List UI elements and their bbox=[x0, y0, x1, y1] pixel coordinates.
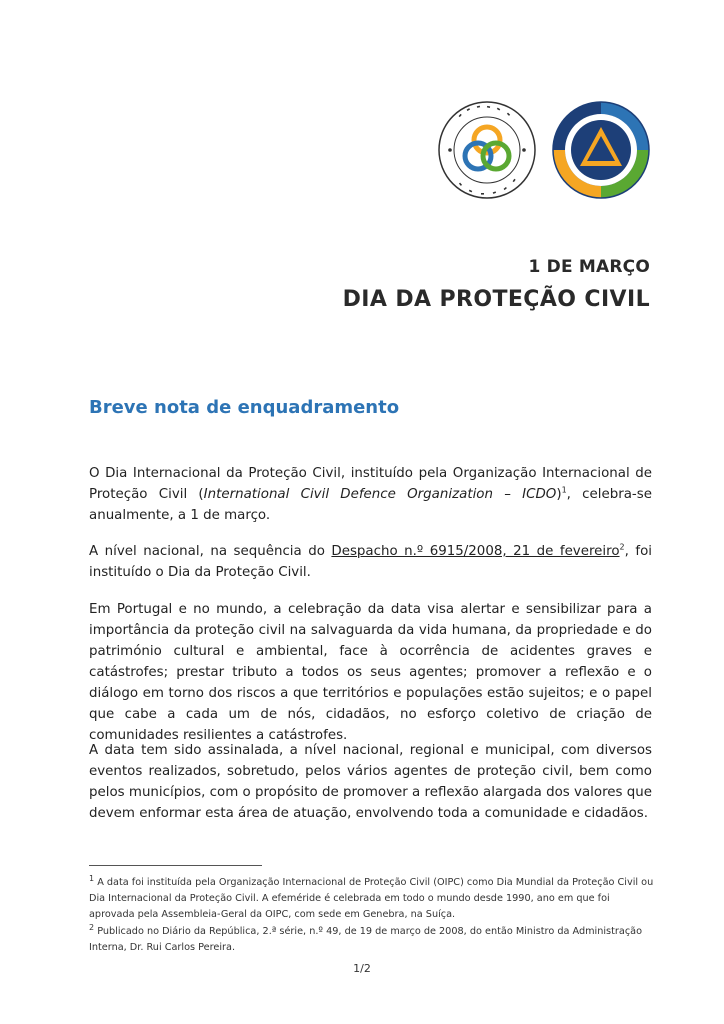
protecao-civil-portugal-logo bbox=[551, 100, 651, 200]
footnote-text: A data foi instituída pela Organização Internacional de Proteção Civil (OIPC) como Dia Mundial da Proteção Civil ou Dia Internacional da Proteção Civil. A efeméride é celebrada em todo o mundo desde 1990, ano em que foi aprovada pela Assembleia-Geral da OIPC, com sede em Genebra, na Suíça. bbox=[89, 877, 654, 920]
event-date: 1 DE MARÇO bbox=[528, 257, 650, 277]
footnote-number: 2 bbox=[89, 922, 95, 932]
paragraph-intro bbox=[89, 463, 652, 526]
paragraph-celebration: A data tem sido assinalada, a nível nacional, regional e municipal, com diversos eventos realizados, sobretudo, pelos vários agentes de proteção civil, bem como pelos municípios, com o propósito de promover a reflexão alargada dos valores que devem enformar esta área de atuação, envolvendo toda a comunidade e cidadãos. bbox=[89, 743, 652, 821]
footnote-number: 1 bbox=[89, 873, 95, 883]
paragraph-purpose: Em Portugal e no mundo, a celebração da data visa alertar e sensibilizar para a importância da proteção civil na salvaguarda da vida humana, da propriedade e do património cultural e ambiental, face à ocorrência de acidentes graves e catástrofes; prestar tributo a todos os seus agentes; promover a reflexão e o diálogo em torno dos riscos a que territórios e populações estão sujeitos; e o papel que cabe a cada um de nós, cidadãos, no esforço coletivo de criação de comunidades resilientes a catástrofes. bbox=[89, 602, 652, 743]
text-fragment: A nível nacional, na sequência do bbox=[89, 544, 332, 559]
footnote-ref-1[interactable]: 1 bbox=[561, 485, 567, 495]
logos-area bbox=[437, 100, 651, 200]
icdo-name: International Civil Defence Organization – ICDO bbox=[203, 487, 557, 502]
anepc-seal-logo bbox=[437, 100, 537, 200]
text-fragment: ) bbox=[556, 487, 562, 502]
section-heading: Breve nota de enquadramento bbox=[89, 397, 400, 418]
despacho-link[interactable]: Despacho n.º 6915/2008, 21 de fevereiro bbox=[331, 544, 620, 559]
footnote-ref-2[interactable]: 2 bbox=[619, 542, 625, 552]
text-fragment: , foi instituído o Dia da Proteção Civil. bbox=[89, 544, 653, 580]
page-title: DIA DA PROTEÇÃO CIVIL bbox=[342, 287, 650, 312]
text-fragment: , celebra-se anualmente, a 1 de março. bbox=[89, 487, 652, 523]
footnote-2 bbox=[89, 924, 655, 956]
footnote-text: Publicado no Diário da República, 2.ª série, n.º 49, de 19 de março de 2008, do então Ministro da Administração Interna, Dr. Rui Carlos Pereira. bbox=[89, 926, 643, 953]
text-fragment: O Dia Internacional da Proteção Civil, instituído pela Organização Internacional de Proteção Civil ( bbox=[89, 466, 652, 502]
footnote-divider bbox=[89, 865, 262, 866]
page-number: 1/2 bbox=[353, 962, 371, 975]
paragraph-national bbox=[89, 541, 652, 583]
footnote-1 bbox=[89, 875, 655, 923]
